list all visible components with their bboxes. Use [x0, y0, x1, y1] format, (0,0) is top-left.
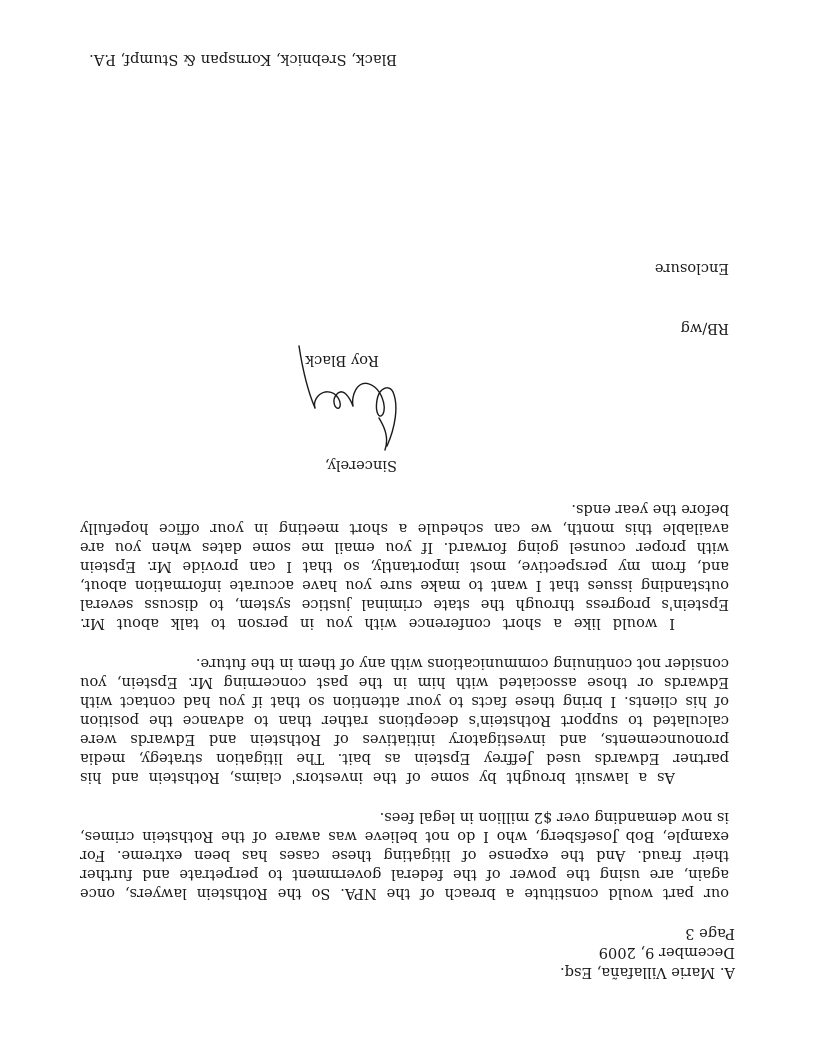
- paragraph-3-line: outstanding issues that I want to make sure you have accurate information about,: [80, 577, 729, 594]
- paragraph-3-line: I would like a short conference with you in person to talk about Mr.: [80, 615, 675, 632]
- enclosure-note: Enclosure: [654, 260, 729, 277]
- paragraph-2-line: Edwards or those associated with him in the past concerning Mr. Epstein, you: [80, 674, 729, 691]
- page-number: Page 3: [685, 925, 735, 942]
- paragraph-1-line: our part would constitute a breach of the NPA. So the Rothstein lawyers, once: [80, 885, 729, 902]
- paragraph-3-line: available this month, we can schedule a short meeting in your office hopefully: [80, 520, 729, 537]
- paragraph-2-line: consider not continuing communications with any of them in the future.: [195, 655, 729, 672]
- addressee: A. Marie Villafaña, Esq.: [560, 964, 735, 981]
- firm-name: Black, Srebnick, Kornspan & Stumpf, P.A.: [89, 51, 397, 68]
- paragraph-3-line: Epstein's progress through the state criminal justice system, to discuss several: [80, 596, 729, 613]
- paragraph-1-line: their fraud. And the expense of litigating these cases has been extreme. For: [80, 847, 729, 864]
- paragraph-2-line: of his clients. I bring these facts to your attention so that if you had contact with: [80, 693, 729, 710]
- paragraph-1-line: is now demanding over $2 million in legal fees.: [379, 809, 729, 826]
- paragraph-3-line: before the year ends.: [571, 501, 729, 518]
- paragraph-2-line: As a lawsuit brought by some of the investors' claims, Rothstein and his: [80, 769, 675, 786]
- paragraph-3-line: with proper counsel going forward. If you email me some dates when you are: [80, 539, 729, 556]
- signer-name: Roy Black: [305, 352, 379, 369]
- paragraph-2-line: pronouncements, and investigatory initiatives of Rothstein and Edwards were: [80, 731, 729, 748]
- closing-salutation: Sincerely,: [324, 457, 397, 474]
- paragraph-1-line: again, are using the power of the federal government to perpetrate and further: [80, 866, 729, 883]
- letter-date: December 9, 2009: [598, 944, 735, 961]
- paragraph-3-line: and, from my perspective, most importantly, so that I can provide Mr. Epstein: [80, 558, 729, 575]
- paragraph-2-line: partner Edwards used Jeffrey Epstein as bait. The litigation strategy, media: [80, 750, 729, 767]
- paragraph-1-line: example, Bob Josefsberg, who I do not believe was aware of the Rothstein crimes,: [80, 828, 729, 845]
- paragraph-2-line: calculated to support Rothstein's deceptions rather than to advance the position: [80, 712, 729, 729]
- typist-initials: RB/wg: [680, 320, 729, 337]
